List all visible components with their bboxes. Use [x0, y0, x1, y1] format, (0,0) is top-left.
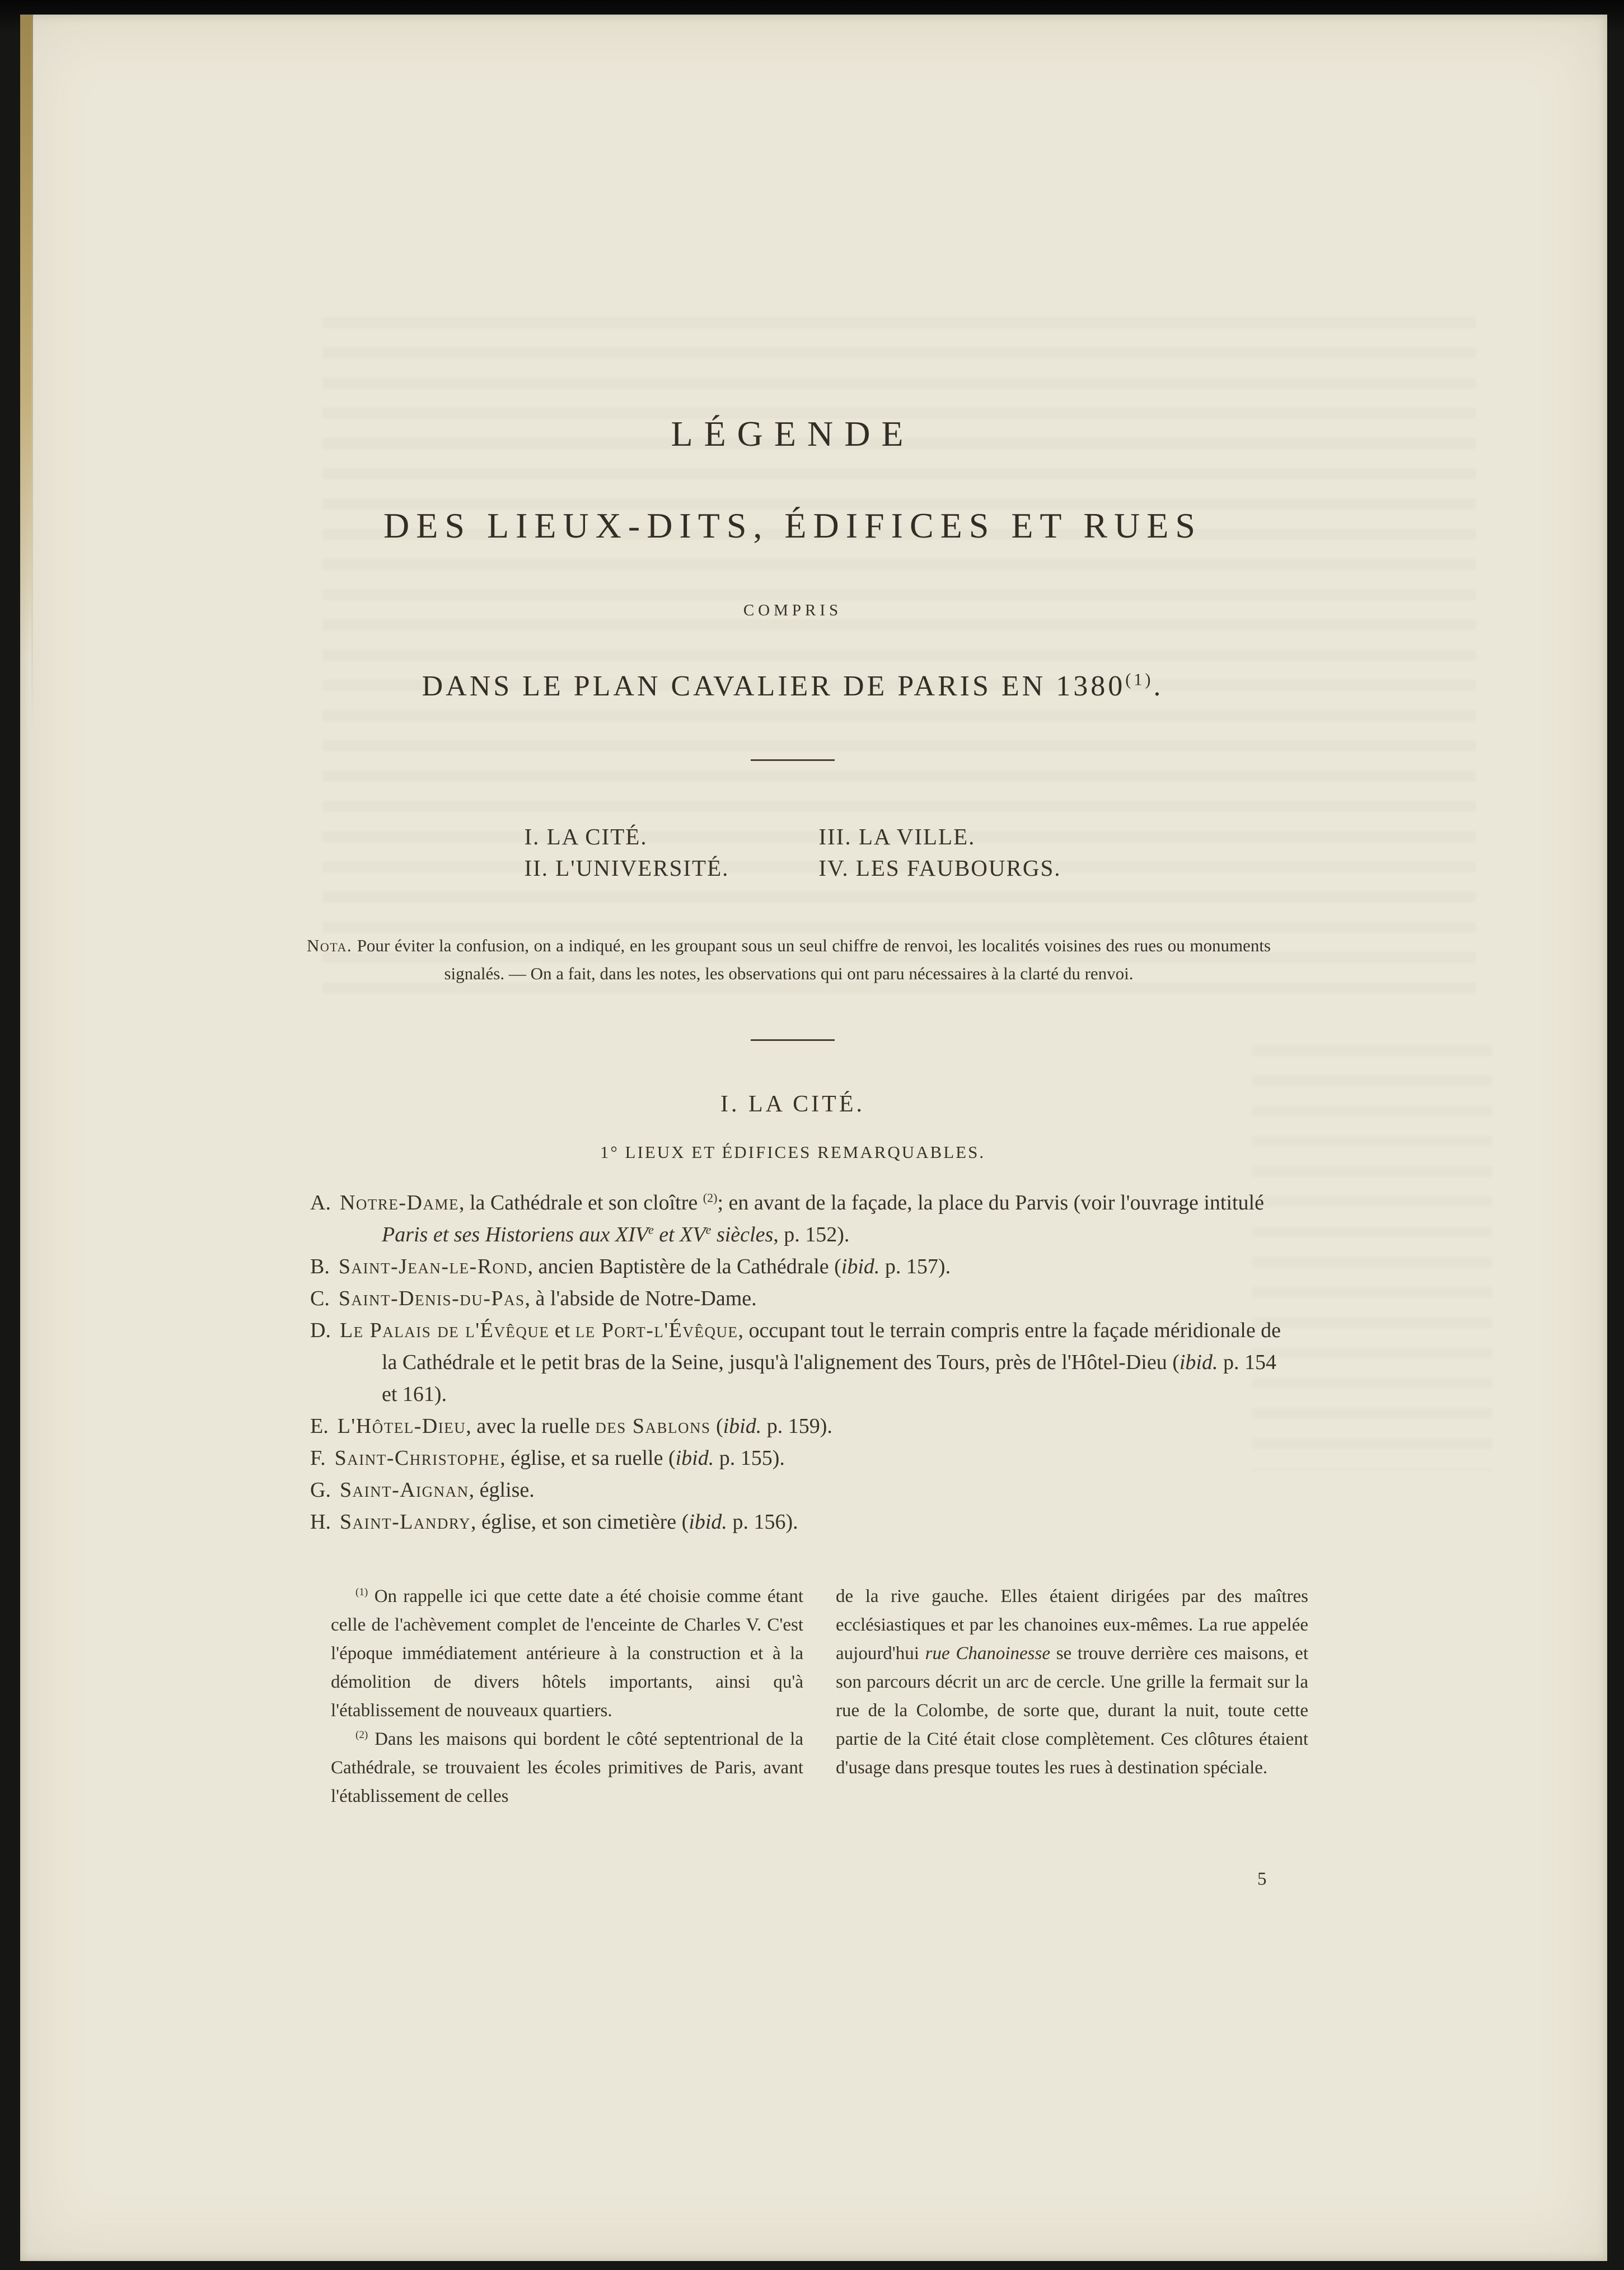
entry-letter: G. [310, 1478, 331, 1502]
footnotes [331, 1582, 1308, 1811]
index-item-cite: I. LA CITÉ. [524, 824, 648, 849]
index-list [283, 821, 1302, 884]
entry-text: Saint-Christophe, église, et sa ruelle (ibid. p. 155). [334, 1446, 785, 1470]
footnote-column-right [836, 1582, 1308, 1811]
entry-letter: D. [310, 1319, 331, 1342]
compris-label: COMPRIS [743, 601, 843, 619]
index-item-universite: II. L'UNIVERSITÉ. [524, 855, 729, 881]
legend-entry-d [310, 1315, 1297, 1410]
footnote-2-continued: de la rive gauche. Elles étaient dirigées par des maîtres ecclésiastiques et par les chanoines eux-mêmes. La rue appelée aujourd'hui rue Chanoinesse se trouve derrière ces maisons, et son parcours décrit un arc de cercle. Une grille la fermait sur la rue de la Colombe, de sorte que, durant la nuit, toute cette partie de la Cité était close complètement. Ces clôtures étaient d'usage dans presque toutes les rues à destination spéciale. [836, 1586, 1308, 1778]
index-item-ville: III. LA VILLE. [818, 824, 976, 849]
entry-letter: C. [310, 1287, 330, 1310]
page-title: LÉGENDE [671, 414, 915, 454]
book-page [20, 15, 1607, 2261]
legend-entry-e [310, 1410, 1297, 1442]
page-content [283, 15, 1308, 2261]
nota-paragraph: Nota. Pour éviter la confusion, on a indiqué, en les groupant sous un seul chiffre de renvoi, les localités voisines des rues ou monuments signalés. — On a fait, dans les notes, les observations qui ont paru nécessaires à la clarté du renvoi. [307, 936, 1271, 983]
entry-letter: B. [310, 1255, 330, 1278]
entry-text: Notre-Dame, la Cathédrale et son cloître $^{(2)}$; en avant de la façade, la place du Parvis (voir l'ouvrage intitulé Paris et ses Historiens aux XIVe et XVe siècles, p. 152). [339, 1190, 1264, 1246]
entry-text: Saint-Jean-le-Rond, ancien Baptistère de la Cathédrale (ibid. p. 157). [338, 1255, 951, 1278]
legend-entry-b [310, 1251, 1297, 1283]
entry-letter: E. [310, 1414, 329, 1438]
entry-text: L'Hôtel-Dieu, avec la ruelle des Sablons (ibid. p. 159). [337, 1414, 832, 1438]
section-subheading: 1° LIEUX ET ÉDIFICES REMARQUABLES. [600, 1142, 986, 1162]
divider-rule-top [751, 759, 835, 761]
entry-letter: H. [310, 1510, 331, 1534]
footnote-2: $^{(2)}$ Dans les maisons qui bordent le côté septentrional de la Cathédrale, se trouvaient les écoles primitives de Paris, avant l'établissement de celles [331, 1729, 803, 1806]
plan-title: DANS LE PLAN CAVALIER DE PARIS EN 1380$^{(1)}$. [422, 670, 1164, 702]
binding-edge [20, 15, 31, 658]
legend-entry-g [310, 1474, 1297, 1506]
page-subtitle: DES LIEUX-DITS, ÉDIFICES ET RUES [383, 506, 1202, 545]
entry-letter: A. [310, 1191, 331, 1215]
index-column-right [818, 821, 1061, 884]
legend-entries [310, 1187, 1297, 1538]
entry-text: Saint-Landry, église, et son cimetière (ibid. p. 156). [339, 1510, 798, 1534]
legend-entry-f [310, 1442, 1297, 1474]
footnote-column-left [331, 1582, 803, 1811]
footnote-1: $^{(1)}$ On rappelle ici que cette date a été choisie comme étant celle de l'achèvement complet de l'enceinte de Charles V. C'est l'époque immédiatement antérieure à la construction et à la démolition de divers hôtels importants, ainsi qu'à l'établissement de nouveaux quartiers. [331, 1586, 803, 1721]
index-column-left [524, 821, 729, 884]
divider-rule-middle [751, 1039, 835, 1041]
legend-entry-h [310, 1506, 1297, 1538]
page-number: 5 [1257, 1869, 1267, 1889]
legend-entry-a [310, 1187, 1297, 1251]
page-edge-line [31, 15, 33, 742]
index-item-faubourgs: IV. LES FAUBOURGS. [818, 855, 1061, 881]
entry-text: Le Palais de l'Évêque et le Port-l'Évêque, occupant tout le terrain compris entre la façade méridionale de la Cathédrale et le petit bras de la Seine, jusqu'à l'alignement des Tours, près de l'Hôtel-Dieu (ibid. p. 154 et 161). [339, 1319, 1281, 1406]
section-heading: I. LA CITÉ. [720, 1091, 865, 1117]
entry-letter: F. [310, 1446, 326, 1470]
entry-text: Saint-Denis-du-Pas, à l'abside de Notre-Dame. [338, 1287, 757, 1310]
legend-entry-c [310, 1283, 1297, 1315]
entry-text: Saint-Aignan, église. [339, 1478, 535, 1502]
